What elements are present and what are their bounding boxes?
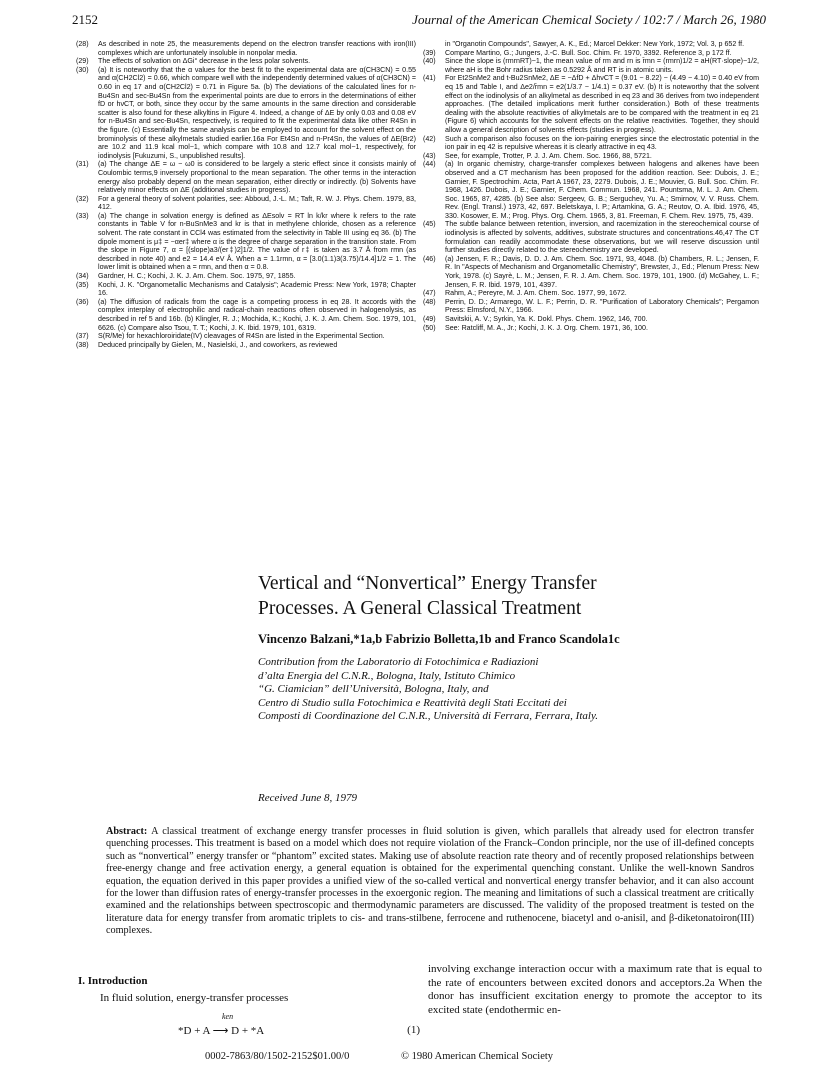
note: (38) Deduced principally by Gielen, M., Nasielski, J., and coworkers, as reviewed bbox=[76, 340, 338, 349]
note: (32) For a general theory of solvent polarities, see: Abboud, J.-L. M.; Taft, R. W. J. Phys. Chem. 1979, 83, 412. bbox=[76, 194, 416, 212]
abstract bbox=[106, 826, 754, 938]
note: (46) (a) Jensen, F. R.; Davis, D. D. J. Am. Chem. Soc. 1971, 93, 4048. (b) Chambers, R. L.; Jensen, F. R. In "Aspects of Mechanism and Organometallic Chemistry", Brewster, J., Ed.; Plenum Press: New York, 1978. (c) Sayrè, L. M.; Jensen, F. R. J. Am. Chem. Soc. 1979, 101, 1900. (d) McGahey, L. F.; Jensen, F. R. Ibid. 1979, 101, 4397. bbox=[423, 254, 759, 289]
affiliation-line: d’alta Energia del C.N.R., Bologna, Italy, Istituto Chimico bbox=[258, 669, 516, 682]
note: (34) Gardner, H. C.; Kochi, J. K. J. Am. Chem. Soc. 1975, 97, 1855. bbox=[76, 272, 296, 281]
title-line: Processes. A General Classical Treatment bbox=[258, 598, 582, 619]
section-heading: I. Introduction bbox=[78, 975, 148, 987]
intro-text: In fluid solution, energy-transfer processes bbox=[100, 992, 289, 1004]
note: (29) The effects of solvation on ΔGi° decrease in the less polar solvents. bbox=[76, 57, 311, 66]
rate-constant-label: ken bbox=[222, 1012, 234, 1021]
journal-citation: Journal of the American Chemical Society / 102:7 / March 26, 1980 bbox=[412, 12, 766, 27]
note: (44) (a) In organic chemistry, charge-transfer complexes between halogens and alkenes have been observed and a CT mechanism has been proposed for the addition reaction. See: Dubois, J. E.; Garnier, F. Spectrochim. Acta, Part A 1967, 23, 2279. Dubois, J. E.; Mouvier, G. Bull. Soc. Chim. Fr. 1968, 1426. Dubois, J. E.; Garnier, F. Chem. Commun. 1968, 241. Pountsma, M. L. J. Am. Chem. Soc. 1965, 87, 4285. (b) See also: Sergeev, G. B.; Serguchev, Yu. A.; Smirnov, V. V. Russ. Chem. Rev. (Engl. Transl.) 1973, 42, 697. Beletskaya, I. P.; Artamkina, G. A.; Reutov, O. A. Ibid. 1976, 45, 330. Kosower, E. M.; Prog. Phys. Org. Chem. 1965, 3, 81. Freeman, F. Chem. Rev. 1975, 75, 439. bbox=[423, 160, 759, 220]
note: (48) Perrin, D. D.; Armarego, W. L. F.; Perrin, D. R. "Purification of Laboratory Chemicals"; Pergamon Press: Elmsford, N.Y., 1966. bbox=[423, 297, 759, 315]
body-text-right-column: involving exchange interaction occur with a maximum rate that is equal to the rate of encounters between excited donors and acceptors.2a When the donor has insufficient excitation energy to promote the acceptor to its excited state (endothermic en- bbox=[428, 963, 762, 1016]
notes-left-column bbox=[76, 40, 416, 349]
page-number: 2152 bbox=[72, 12, 98, 27]
article-code: 0002-7863/80/1502-2152$01.00/0 bbox=[205, 1051, 350, 1062]
note: (36) (a) The diffusion of radicals from the cage is a competing process in eq 28. It accords with the complex interplay of electrophilic and radical-chain reactions often observed in halogenolysis, as described in ref 5 and 16b. (b) Klingler, R. J.; Mochida, K.; Kochi, J. K. J. Am. Chem. Soc. 1979, 101, 6626. (c) Compare also Tsou, T. T.; Kochi, J. K. Ibid. 1979, 101, 6319. bbox=[76, 297, 416, 332]
note: (28) As described in note 25, the measurements depend on the electron transfer reactions with iron(III) complexes which are unfortunately insoluble in nonpolar media. bbox=[76, 40, 416, 57]
note: (50) See: Ratcliff, M. A., Jr.; Kochi, J. K. J. Org. Chem. 1971, 36, 100. bbox=[423, 323, 648, 332]
article-title bbox=[258, 571, 818, 621]
note: (37) S(R/Me) for hexachloroiridate(IV) cleavages of R4Sn are listed in the Experimental Section. bbox=[76, 332, 385, 341]
abstract-text: A classical treatment of exchange energy transfer processes in fluid solution is given, which parallels that already used for electron transfer quenching processes. This treatment is based on a model which does not require violation of the Franck–Condon principle, nor the use of ill-defined concepts such as “nonvertical” energy transfer or “phantom” excited states. Making use of absolute reaction rate theory and of recently proposed relationships between free-energy change and free activation energy, a general equation is obtained for the experimental quenching constant. Unlike the well-known Sandros equation, the equation derived in this paper provides a unified view of the so-called vertical and nonvertical energy transfer behavior, and it can also account for the lower than diffusion rates of energy-transfer processes in the exoergonic region. The meaning and limitations of such a classical treatment are critically examined and the relationships between spectroscopic and thermodynamic parameters are discussed. The validity of the proposed treatment is tested on the literature data for energy transfer from aromatic triplets to cis- and trans-stilbene, ferrocene and ruthenocene, biacetyl and o-anisil, and β-diketonatoiron(III) complexes. bbox=[106, 826, 754, 937]
note: (49) Savitskii, A. V.; Syrkin, Ya. K. Dokl. Phys. Chem. 1962, 146, 700. bbox=[423, 315, 648, 323]
note: (47) Rahm, A.; Pereyre, M. J. Am. Chem. Soc. 1977, 99, 1672. bbox=[423, 289, 627, 298]
note: (33) (a) The change in solvation energy is defined as ΔEsolv = RT ln k/kr where k refers to the rate constants in Table V for n-BuSnMe3 and kr is that in methylene chloride, chosen as a reference solvent. The rate constant in CCl4 was estimated from the selectivity in Table III using eq 36. (b) The dipole moment is μ‡ = −αer‡ where α is the degree of charge separation in the transition state. From the slope in Figure 7, α = [(slope)a3/(er‡)2]1/2. The value of r‡ is taken as 3.7 Å from rmn (as described in note 40) and e2 = 14.4 eV Å. When a = 1.1rmn, α = [3.0(1.1)3(3.75)/14.4]1/2 = 1. The lower limit is obtained when a = rmn, and then α = 0.8. bbox=[76, 211, 416, 272]
note: (43) See, for example, Trotter, P. J. J. Am. Chem. Soc. 1966, 88, 5721. bbox=[423, 151, 652, 160]
equation-number: (1) bbox=[407, 1024, 420, 1036]
notes-right-column bbox=[423, 40, 759, 332]
note: (31) (a) The change ΔE = ω − ω0 is considered to be largely a steric effect since it consists mainly of Coulombic terms,9 inversely proportional to the mean separation. The other terms in the interaction energy also probably depend on the mean separation, either directly or indirectly. (b) Solvents have relatively minor effects on ΔE (additional studies in progress). bbox=[76, 160, 416, 195]
note: (40) Since the slope is (rmrnRT)−1, the mean value of rm and rn is r̄mn = (rmrn)1/2 = aH(RT·slope)−1/2, where aH is the Bohr radius taken as 0.5292 Å and RT is in atomic units. bbox=[423, 57, 759, 74]
note: (35) Kochi, J. K. "Organometallic Mechanisms and Catalysis"; Academic Press: New York, 1978; Chapter 16. bbox=[76, 280, 416, 298]
affiliation-line: “G. Ciamician” dell’Università, Bologna, Italy, and bbox=[258, 683, 489, 696]
author-list: Vincenzo Balzani,*1a,b Fabrizio Bolletta,1b and Franco Scandola1c bbox=[258, 632, 620, 646]
equation-body: *D + A ⟶ D + *A bbox=[178, 1025, 265, 1037]
note: in "Organotin Compounds", Sawyer, A. K., Ed.; Marcel Dekker: New York, 1972; Vol. 3, p 652 ff. bbox=[445, 40, 745, 48]
title-line: Vertical and “Nonvertical” Energy Transfer bbox=[258, 573, 597, 594]
affiliation-line: Contribution from the Laboratorio di Fotochimica e Radiazioni bbox=[258, 656, 539, 668]
note: (41) For Et2SnMe2 and t-Bu2SnMe2, ΔE = −ΔfD + ΔhνCT = (9.01 − 8.22) − (4.49 − 4.10) = 0.40 eV from eq 15 and Table I, and Δe2/r̄mn = e2(1/3.7 − 1/4.1) = 0.37 eV. (b) It is noteworthy that the solvent effect on the iodinolysis of an alkylmetal as described in eq 23 and 36 derives from two independent approaches. (The detailed implications merit further consideration.) Both of these treatments dealing with the absolute reactivities of alkylmetals are to be compared with the treatment in eq 21 (Figure 6) which accounts for the solvent effects on the relative reactivities. Together, they should allow a general description of solvents effects (studies in progress). bbox=[423, 74, 759, 134]
note: (39) Compare Martino, G.; Jungers, J.-C. Bull. Soc. Chim. Fr. 1970, 3392. Reference 3, p 172 ff. bbox=[423, 48, 732, 57]
note: (45) The subtle balance between retention, inversion, and racemization in the stereochemical course of iodinolysis is affected by solvents, additives, substrate structures and concentrations.46,47 The CT formulation can readily accommodate these observations, but we will reserve discussion until further studies directly related to the stereochemistry are developed. bbox=[423, 220, 759, 255]
affiliation bbox=[258, 656, 758, 724]
note: (42) Such a comparison also focuses on the ion-pairing energies since the electrostatic potential in the ion pair in eq 42 is repulsive whereas it is clearly attractive in eq 43. bbox=[423, 134, 759, 152]
abstract-label: Abstract: bbox=[106, 826, 148, 837]
copyright: © 1980 American Chemical Society bbox=[401, 1051, 554, 1062]
affiliation-line: Centro di Studio sulla Fotochimica e Reattività degli Stati Eccitati dei bbox=[258, 696, 567, 709]
received-date: Received June 8, 1979 bbox=[258, 792, 357, 804]
running-header bbox=[72, 12, 766, 34]
affiliation-line: Composti di Coordinazione del C.N.R., Università di Ferrara, Ferrara, Italy. bbox=[258, 710, 598, 723]
note: (30) (a) It is noteworthy that the α values for the best fit to the experimental data are α(CH3CN) = 0.55 and α(CH2Cl2) = 0.66, which compare well with the independently determined values of α(CH3CN) = 0.60 in eq 17 and α(CH2Cl2) = 0.71 in Figure 5a. (b) The deviations of the calculated lines for n-Bu4Sn and sec-Bu4Sn from the experimental points are due to errors in the determinations of either fD or hνCT, or both, since they occur by the same amounts in the same direction and considerable scatter is also found for these alkyltins in Figure 4. Indeed, a change of ΔE by only 0.03 and 0.08 eV for n-Bu4Sn and sec-Bu4Sn, respectively, is required to fit the experimental data like other R4Sn in the figure. (c) Essentially the same analysis can be employed to account for the solvent effect on the brominolysis of these alkylmetals studied earlier.16a For Et4Sn and n-Pr4Sn, the values of ΔE(Br2) are 10.2 and 11.9 kcal mol−1, which compare with 10.8 and 12.7 kcal mol−1, respectively, for iodinolysis [Fukuzumi, S., unpublished results]. bbox=[76, 65, 416, 160]
